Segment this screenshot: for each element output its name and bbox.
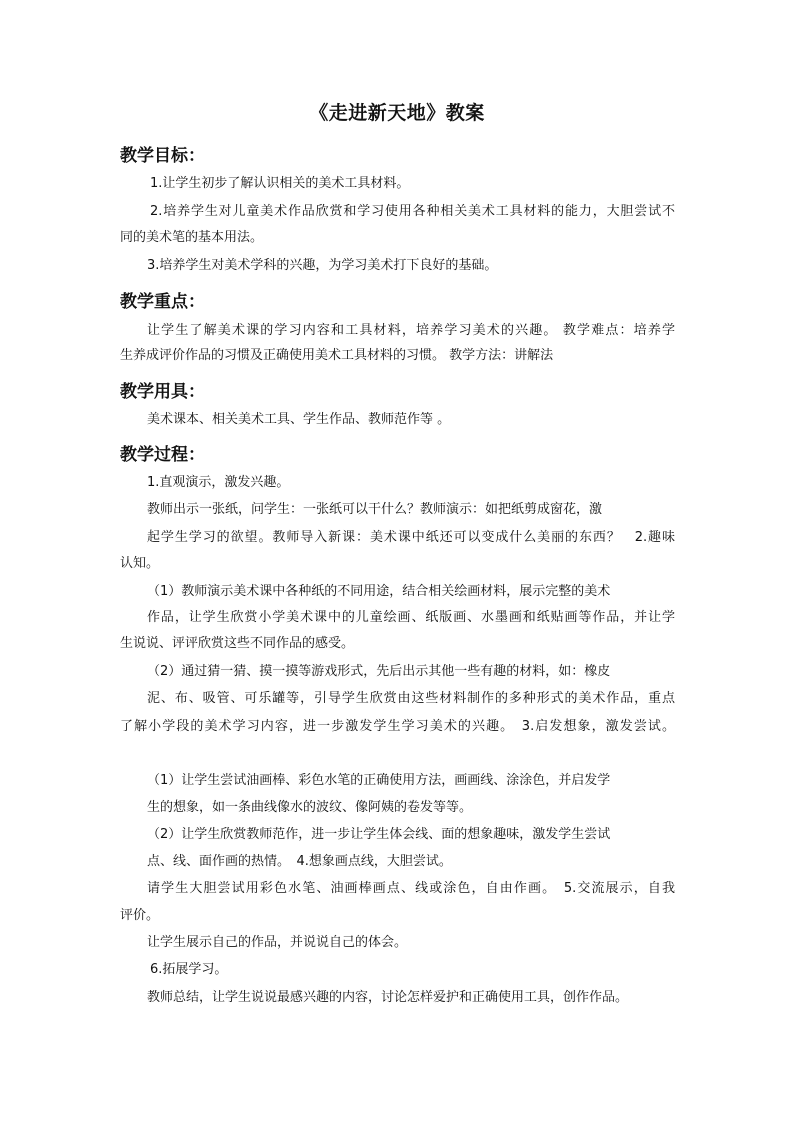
- process-line: 认知。: [120, 556, 160, 571]
- tools-line: 美术课本、相关美术工具、学生作品、教师范作等 。: [147, 412, 451, 427]
- process-line: （1）教师演示美术课中各种纸的不同用途，结合相关绘画材料，展示完整的美术: [147, 584, 611, 599]
- process-line: 教师出示一张纸，问学生：一张纸可以干什么？教师演示：如把纸剪成窗花，激: [147, 502, 603, 517]
- objective-line: 同的美术笔的基本用法。: [120, 230, 264, 245]
- process-line: 了解小学段的美术学习内容，进一步激发学生学习美术的兴趣。 3.启发想象，激发尝试。: [120, 719, 675, 734]
- heading-process: 教学过程：: [120, 445, 205, 465]
- process-line: 作品，让学生欣赏小学美术课中的儿童绘画、纸版画、水墨画和纸贴画等作品，并让学: [147, 610, 675, 625]
- process-line: （1）让学生尝试油画棒、彩色水笔的正确使用方法，画画线、涂涂色，并启发学: [147, 773, 611, 788]
- process-line: 让学生展示自己的作品，并说说自己的体会。: [147, 935, 408, 950]
- process-line: 点、线、面作画的热情。 4.想象画点线，大胆尝试。: [147, 854, 452, 869]
- heading-keypoints: 教学重点：: [120, 292, 205, 312]
- process-line: 教师总结，让学生说说最感兴趣的内容，讨论怎样爱护和正确使用工具，创作作品。: [147, 990, 629, 1005]
- keypoints-line: 生养成评价作品的习惯及正确使用美术工具材料的习惯。 教学方法：讲解法: [120, 348, 554, 363]
- process-line: 泥、布、吸管、可乐罐等，引导学生欣赏由这些材料制作的多种形式的美术作品，重点: [147, 691, 675, 706]
- heading-objectives: 教学目标：: [120, 146, 205, 166]
- process-line: 评价。: [120, 908, 160, 923]
- process-line: 6.拓展学习。: [150, 962, 228, 977]
- process-line: （2）让学生欣赏教师范作，进一步让学生体会线、面的想象趣味，激发学生尝试: [147, 827, 611, 842]
- process-line: 1.直观演示，激发兴趣。: [147, 475, 290, 490]
- objective-line: 2.培养学生对儿童美术作品欣赏和学习使用各种相关美术工具材料的能力，大胆尝试不: [150, 204, 675, 219]
- document-title: 《走进新天地》教案: [309, 102, 485, 124]
- objective-line: 3.培养学生对美术学科的兴趣，为学习美术打下良好的基础。: [147, 258, 498, 273]
- process-line: 起学生学习的欲望。教师导入新课：美术课中纸还可以变成什么美丽的东西？ 2.趣味: [147, 530, 675, 545]
- process-line: （2）通过猜一猜、摸一摸等游戏形式，先后出示其他一些有趣的材料，如：橡皮: [147, 664, 611, 679]
- heading-tools: 教学用具：: [120, 382, 205, 402]
- keypoints-line: 让学生了解美术课的学习内容和工具材料，培养学习美术的兴趣。 教学难点：培养学: [147, 323, 675, 338]
- process-line: 请学生大胆尝试用彩色水笔、油画棒画点、线或涂色，自由作画。 5.交流展示，自我: [147, 881, 675, 896]
- objective-line: 1.让学生初步了解认识相关的美术工具材料。: [150, 176, 410, 191]
- process-line: 生的想象，如一条曲线像水的波纹、像阿姨的卷发等等。: [147, 800, 473, 815]
- process-line: 生说说、评评欣赏这些不同作品的感受。: [120, 636, 355, 651]
